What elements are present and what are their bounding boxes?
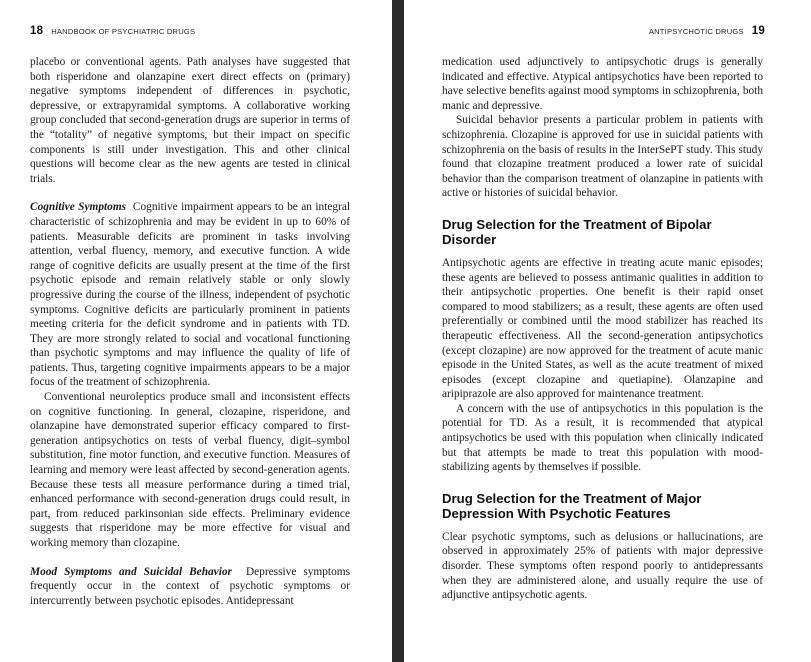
left-paragraph-negative-symptoms: placebo or conventional agents. Path analyses have suggested that both risperidone and olanzapine exert direct effects on (primary) negative symptoms independent of differences in psychotic, depressive, or extrapyramidal symptoms. A collaborative working group concluded that second-generation drugs are superior in terms of the “totality” of negative symptoms, but their impact on specific components is still under investigation. This and other clinical questions will become clear as the new agents are tested in clinical trials. [30, 56, 350, 185]
bipolar-paragraph-1: Antipsychotic agents are effective in treating acute manic episodes; these agents are believed to possess antimanic qualities in addition to their antipsychotic properties. One benefit is their rapid onset compared to mood stabilizers; as a result, these agents are often used preferentially or combined until the mood stabilizer has reached its therapeutic effectiveness. All the second-generation antipsychotics (except clozapine) are now approved for the treatment of acute manic episode in the United States, as well as the acute treatment of mixed episodes (except clozapine and quetiapine). Olanzapine and aripiprazole are also approved for maintenance treatment. [442, 256, 763, 401]
left-page [0, 0, 392, 662]
section-heading-psychotic-depression: Drug Selection for the Treatment of Major Depression With Psychotic Features [442, 490, 702, 521]
mood-symptoms-runin-heading: Mood Symptoms and Suicidal Behavior [30, 565, 232, 578]
right-running-head-title: ANTIPSYCHOTIC DRUGS [648, 27, 744, 36]
right-running-head [649, 25, 765, 43]
left-page-number: 18 [30, 25, 44, 37]
cognitive-symptoms-text: Cognitive impairment appears to be an integral characteristic of schizophrenia and may be evident in up to 60% of patients. Measurable deficits are prominent in tasks involving attention, verbal fluency, memory, and executive function. A wide range of cognitive deficits are usually present at the time of the first psychotic episode and remain relatively stable or only slowly progressive during the course of the illness, independent of psychotic symptoms. Cognitive deficits are particularly prominent in patients meeting criteria for the deficit syndrome and in patients with TD. They are more strongly related to social and vocational functioning than psychotic symptoms and may influence the quality of life of patients. Thus, targeting cognitive impairments appears to be a major focus of the treatment of schizophrenia. [30, 201, 351, 389]
bipolar-paragraph-2: A concern with the use of antipsychotics in this population is the potential for TD. As a result, it is recommended that atypical antipsychotics be used with this population when clinically indicated but that attempts be made to treat this population with mood-stabilizing agents by themselves if possible. [442, 402, 763, 474]
cognitive-symptoms-runin-heading: Cognitive Symptoms [30, 201, 127, 214]
cognitive-symptoms-paragraph [30, 200, 350, 390]
right-body-text [442, 55, 763, 603]
right-page-number: 19 [751, 25, 765, 37]
conventional-neuroleptics-paragraph: Conventional neuroleptics produce small and inconsistent effects on cognitive functioning. In general, clozapine, risperidone, and olanzapine have demonstrated superior efficacy compared to first-generation antipsychotics on tests of verbal fluency, digit–symbol substitution, fine motor function, and executive function. Measures of learning and memory were least affected by second-generation agents. Because these tests all measure performance during a timed trial, enhanced performance with second-generation drugs could result, in part, from reduced parkinsonian side effects. Preliminary evidence suggests that risperidone may be more effective for visual and working memory than clozapine. [30, 391, 350, 549]
left-body-text [30, 55, 350, 608]
section-heading-bipolar: Drug Selection for the Treatment of Bipolar Disorder [442, 216, 712, 247]
left-running-head [30, 25, 195, 43]
psychotic-depression-paragraph: Clear psychotic symptoms, such as delusions or hallucinations, are observed in approximately 25% of patients with major depressive disorder. These symptoms often respond poorly to antidepressants when they are administered alone, and usually require the use of adjunctive antipsychotic agents. [442, 530, 763, 602]
mood-symptoms-paragraph [30, 565, 350, 609]
mood-symptoms-text: Depressive symptoms frequently occur in the context of psychotic symptoms or intercurrently between psychotic episodes. Antidepressant [30, 565, 350, 607]
right-paragraph-adjunctive-medication: medication used adjunctively to antipsychotic drugs is generally indicated and effective. Atypical antipsychotics have been reported to have selective benefits against mood symptoms in schizophrenia, both manic and depressive. [442, 56, 763, 112]
suicidal-behavior-paragraph: Suicidal behavior presents a particular problem in patients with schizophrenia. Clozapine is approved for use in suicidal patients with schizophrenia on the basis of results in the InterSePT study. This study found that clozapine treatment produced a lower rate of suicidal behavior than the comparison treatment of olanzapine in patients with active or histories of suicidal behavior. [442, 114, 763, 200]
right-page [404, 0, 811, 662]
page-gutter [392, 0, 404, 662]
left-running-head-title: HANDBOOK OF PSYCHIATRIC DRUGS [51, 27, 196, 36]
